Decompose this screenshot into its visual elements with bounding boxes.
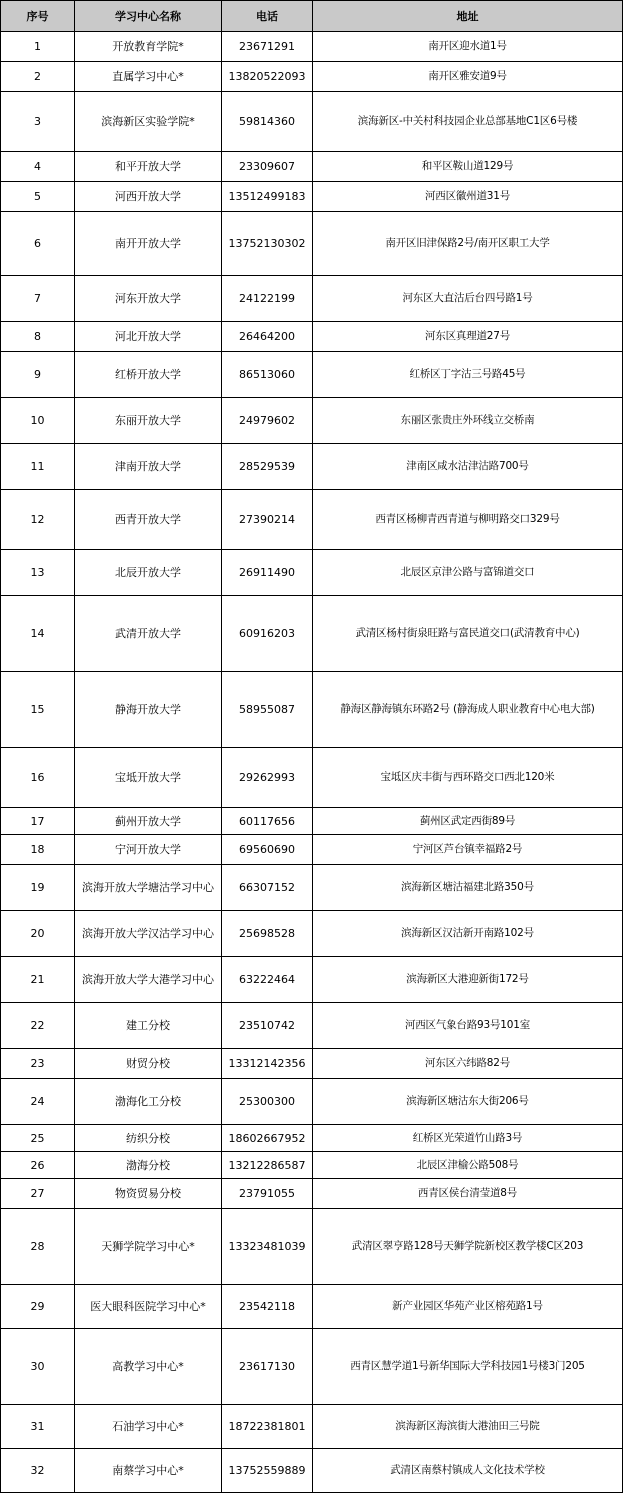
row-index: 10 — [1, 398, 75, 444]
row-index: 14 — [1, 596, 75, 672]
center-name: 红桥开放大学 — [75, 352, 222, 398]
row-index: 18 — [1, 835, 75, 865]
address: 和平区鞍山道129号 — [313, 152, 623, 182]
address: 武清区南蔡村镇成人文化技术学校 — [313, 1449, 623, 1493]
phone-number: 13820522093 — [222, 62, 313, 92]
row-index: 15 — [1, 672, 75, 748]
phone-number: 59814360 — [222, 92, 313, 152]
center-name: 河西开放大学 — [75, 182, 222, 212]
address: 北辰区津榆公路508号 — [313, 1152, 623, 1179]
row-index: 3 — [1, 92, 75, 152]
phone-number: 26464200 — [222, 322, 313, 352]
header-center-name: 学习中心名称 — [75, 1, 222, 32]
phone-number: 60117656 — [222, 808, 313, 835]
center-name: 河北开放大学 — [75, 322, 222, 352]
address: 红桥区丁字沽三号路45号 — [313, 352, 623, 398]
center-name: 建工分校 — [75, 1003, 222, 1049]
row-index: 28 — [1, 1209, 75, 1285]
table-row — [1, 957, 623, 1003]
table-row — [1, 672, 623, 748]
header-phone: 电话 — [222, 1, 313, 32]
phone-number: 23510742 — [222, 1003, 313, 1049]
phone-number: 25300300 — [222, 1079, 313, 1125]
center-name: 和平开放大学 — [75, 152, 222, 182]
row-index: 31 — [1, 1405, 75, 1449]
table-row — [1, 1449, 623, 1493]
table-row — [1, 1003, 623, 1049]
table-row — [1, 322, 623, 352]
phone-number: 69560690 — [222, 835, 313, 865]
center-name: 河东开放大学 — [75, 276, 222, 322]
table-row — [1, 1049, 623, 1079]
table-row — [1, 490, 623, 550]
header-index: 序号 — [1, 1, 75, 32]
table-row — [1, 398, 623, 444]
phone-number: 63222464 — [222, 957, 313, 1003]
phone-number: 24979602 — [222, 398, 313, 444]
center-name: 静海开放大学 — [75, 672, 222, 748]
table-row — [1, 1209, 623, 1285]
address: 河西区徽州道31号 — [313, 182, 623, 212]
table-row — [1, 1285, 623, 1329]
phone-number: 23671291 — [222, 32, 313, 62]
address: 河东区大直沽后台四号路1号 — [313, 276, 623, 322]
table-row — [1, 550, 623, 596]
phone-number: 13752559889 — [222, 1449, 313, 1493]
center-name: 开放教育学院* — [75, 32, 222, 62]
table-row — [1, 911, 623, 957]
address: 滨海新区塘沽东大街206号 — [313, 1079, 623, 1125]
center-name: 滨海开放大学塘沽学习中心 — [75, 865, 222, 911]
center-name: 南开开放大学 — [75, 212, 222, 276]
center-name: 北辰开放大学 — [75, 550, 222, 596]
phone-number: 23791055 — [222, 1179, 313, 1209]
row-index: 1 — [1, 32, 75, 62]
address: 河东区真理道27号 — [313, 322, 623, 352]
phone-number: 13323481039 — [222, 1209, 313, 1285]
row-index: 5 — [1, 182, 75, 212]
table-row — [1, 92, 623, 152]
phone-number: 18602667952 — [222, 1125, 313, 1152]
address: 南开区雅安道9号 — [313, 62, 623, 92]
row-index: 8 — [1, 322, 75, 352]
address: 武清区翠亨路128号天狮学院新校区教学楼C区203 — [313, 1209, 623, 1285]
phone-number: 23617130 — [222, 1329, 313, 1405]
address: 滨海新区大港迎新街172号 — [313, 957, 623, 1003]
phone-number: 13512499183 — [222, 182, 313, 212]
phone-number: 28529539 — [222, 444, 313, 490]
center-name: 东丽开放大学 — [75, 398, 222, 444]
table-row — [1, 865, 623, 911]
row-index: 27 — [1, 1179, 75, 1209]
address: 西青区侯台清莹道8号 — [313, 1179, 623, 1209]
address: 西青区慧学道1号新华国际大学科技园1号楼3门205 — [313, 1329, 623, 1405]
center-name: 蓟州开放大学 — [75, 808, 222, 835]
address: 北辰区京津公路与富锦道交口 — [313, 550, 623, 596]
address: 红桥区光荣道竹山路3号 — [313, 1125, 623, 1152]
table-row — [1, 1405, 623, 1449]
table-row — [1, 212, 623, 276]
table-row — [1, 1329, 623, 1405]
row-index: 29 — [1, 1285, 75, 1329]
address: 蓟州区武定西街89号 — [313, 808, 623, 835]
center-name: 天狮学院学习中心* — [75, 1209, 222, 1285]
center-name: 直属学习中心* — [75, 62, 222, 92]
row-index: 26 — [1, 1152, 75, 1179]
address: 南开区迎水道1号 — [313, 32, 623, 62]
phone-number: 60916203 — [222, 596, 313, 672]
row-index: 25 — [1, 1125, 75, 1152]
address: 河西区气象台路93号101室 — [313, 1003, 623, 1049]
row-index: 21 — [1, 957, 75, 1003]
row-index: 9 — [1, 352, 75, 398]
address: 静海区静海镇东环路2号 (静海成人职业教育中心电大部) — [313, 672, 623, 748]
center-name: 宝坻开放大学 — [75, 748, 222, 808]
address: 津南区咸水沽津沽路700号 — [313, 444, 623, 490]
row-index: 32 — [1, 1449, 75, 1493]
table-row — [1, 62, 623, 92]
row-index: 23 — [1, 1049, 75, 1079]
phone-number: 23309607 — [222, 152, 313, 182]
row-index: 13 — [1, 550, 75, 596]
phone-number: 13212286587 — [222, 1152, 313, 1179]
table-row — [1, 152, 623, 182]
address: 滨海新区汉沽新开南路102号 — [313, 911, 623, 957]
phone-number: 27390214 — [222, 490, 313, 550]
table-row — [1, 1179, 623, 1209]
center-name: 财贸分校 — [75, 1049, 222, 1079]
row-index: 6 — [1, 212, 75, 276]
header-address: 地址 — [313, 1, 623, 32]
phone-number: 66307152 — [222, 865, 313, 911]
address: 西青区杨柳青西青道与柳明路交口329号 — [313, 490, 623, 550]
center-name: 滨海新区实验学院* — [75, 92, 222, 152]
table-row — [1, 32, 623, 62]
center-name: 滨海开放大学大港学习中心 — [75, 957, 222, 1003]
phone-number: 13752130302 — [222, 212, 313, 276]
center-name: 武清开放大学 — [75, 596, 222, 672]
center-name: 西青开放大学 — [75, 490, 222, 550]
phone-number: 86513060 — [222, 352, 313, 398]
row-index: 22 — [1, 1003, 75, 1049]
row-index: 7 — [1, 276, 75, 322]
row-index: 17 — [1, 808, 75, 835]
address: 宁河区芦台镇幸福路2号 — [313, 835, 623, 865]
table-row — [1, 596, 623, 672]
row-index: 4 — [1, 152, 75, 182]
address: 宝坻区庆丰街与西环路交口西北120米 — [313, 748, 623, 808]
address: 滨海新区-中关村科技园企业总部基地C1区6号楼 — [313, 92, 623, 152]
center-name: 医大眼科医院学习中心* — [75, 1285, 222, 1329]
center-name: 高教学习中心* — [75, 1329, 222, 1405]
row-index: 30 — [1, 1329, 75, 1405]
center-name: 纺织分校 — [75, 1125, 222, 1152]
center-name: 渤海化工分校 — [75, 1079, 222, 1125]
center-name: 南蔡学习中心* — [75, 1449, 222, 1493]
table-row — [1, 182, 623, 212]
address: 滨海新区海滨街大港油田三号院 — [313, 1405, 623, 1449]
address: 新产业园区华苑产业区榕苑路1号 — [313, 1285, 623, 1329]
phone-number: 24122199 — [222, 276, 313, 322]
table-row — [1, 808, 623, 835]
row-index: 2 — [1, 62, 75, 92]
table-row — [1, 276, 623, 322]
row-index: 11 — [1, 444, 75, 490]
address: 南开区旧津保路2号/南开区职工大学 — [313, 212, 623, 276]
row-index: 16 — [1, 748, 75, 808]
row-index: 12 — [1, 490, 75, 550]
center-name: 津南开放大学 — [75, 444, 222, 490]
table-row — [1, 444, 623, 490]
center-name: 滨海开放大学汉沽学习中心 — [75, 911, 222, 957]
address: 滨海新区塘沽福建北路350号 — [313, 865, 623, 911]
address: 河东区六纬路82号 — [313, 1049, 623, 1079]
phone-number: 58955087 — [222, 672, 313, 748]
center-name: 物资贸易分校 — [75, 1179, 222, 1209]
row-index: 20 — [1, 911, 75, 957]
phone-number: 29262993 — [222, 748, 313, 808]
address: 武清区杨村街泉旺路与富民道交口(武清教育中心) — [313, 596, 623, 672]
phone-number: 23542118 — [222, 1285, 313, 1329]
table-row — [1, 1079, 623, 1125]
phone-number: 26911490 — [222, 550, 313, 596]
table-row — [1, 1152, 623, 1179]
center-name: 渤海分校 — [75, 1152, 222, 1179]
table-row — [1, 835, 623, 865]
table-row — [1, 352, 623, 398]
phone-number: 25698528 — [222, 911, 313, 957]
center-name: 石油学习中心* — [75, 1405, 222, 1449]
phone-number: 13312142356 — [222, 1049, 313, 1079]
address: 东丽区张贵庄外环线立交桥南 — [313, 398, 623, 444]
row-index: 19 — [1, 865, 75, 911]
table-row — [1, 1125, 623, 1152]
phone-number: 18722381801 — [222, 1405, 313, 1449]
center-name: 宁河开放大学 — [75, 835, 222, 865]
row-index: 24 — [1, 1079, 75, 1125]
header-row — [1, 1, 623, 32]
table-row — [1, 748, 623, 808]
